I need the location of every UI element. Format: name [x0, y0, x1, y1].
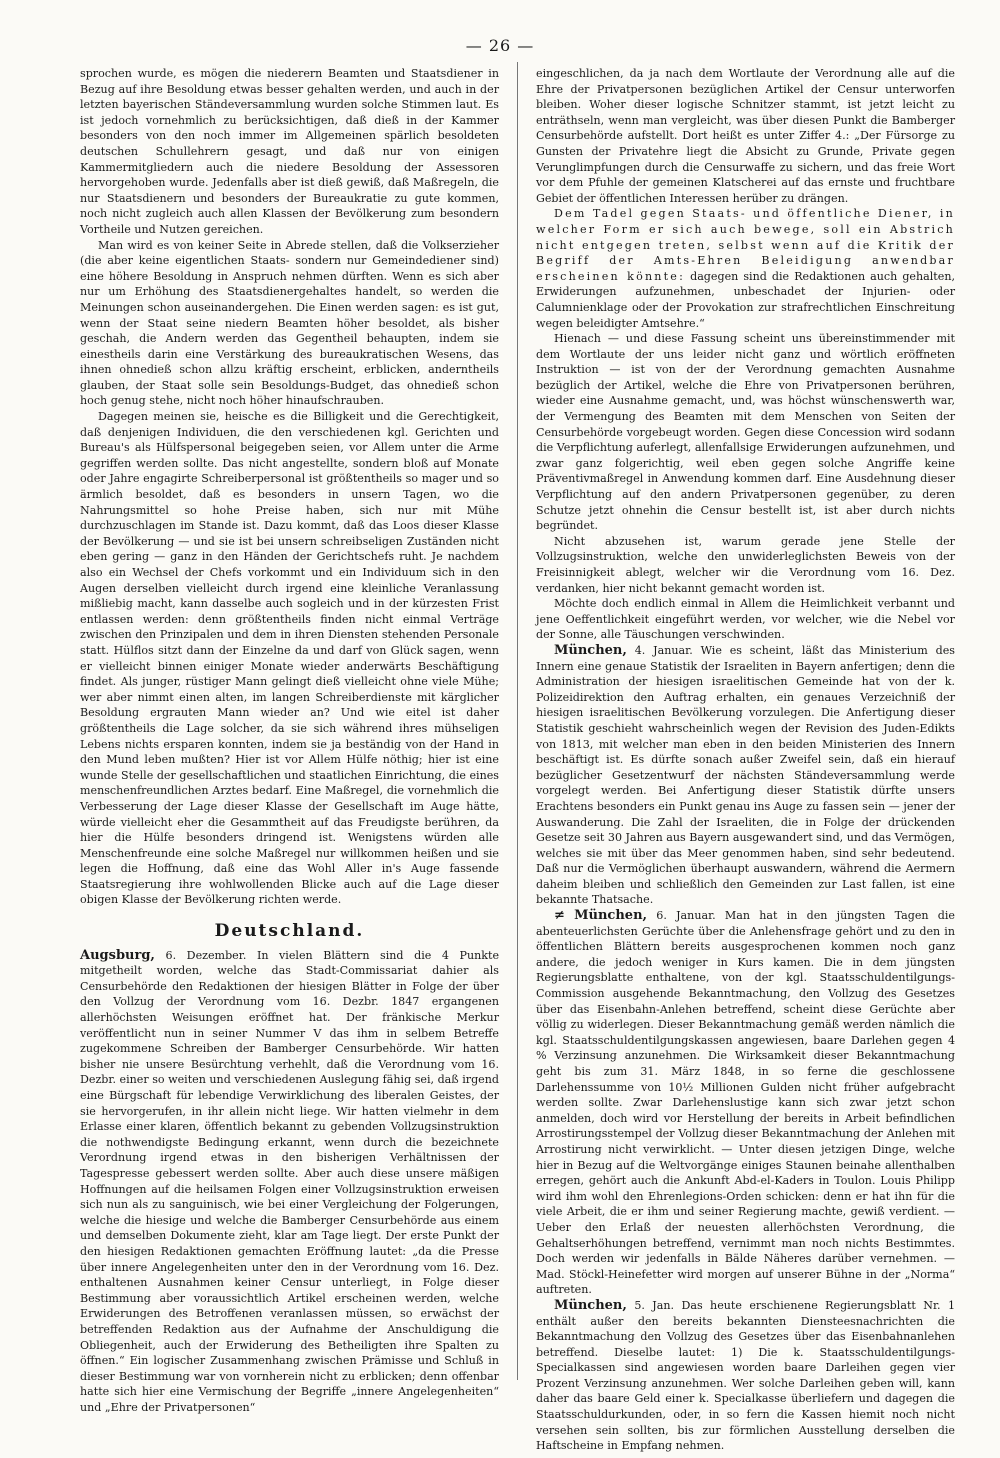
dateline-place: München,: [574, 908, 648, 924]
dateline-place: München,: [554, 642, 627, 658]
page-number: — 26 —: [465, 36, 535, 55]
paragraph: Möchte doch endlich einmal in Allem die Heimlichkeit verbannt und jene Oeffentlichkeit eingeführt werden, vor welcher, wie die Nebel vor der Sonne, alle Täuschungen verschwinden.: [536, 597, 955, 642]
spaced-text: Dem Tadel gegen Staats- und öffentliche Diener, in welcher Form er sich auch bewege, soll ein Abstrich nicht entgegen treten, selbst wenn auf die Kritik der Begriff der Amts-Ehren Beleidigung anwendbar erscheinen könnte:: [536, 207, 955, 283]
article-text: Man hat in den jüngsten Tagen die abenteuerlichsten Gerüchte über die Anlehensfrage gehört und zu den in öffentlichen Blättern bereits ausgesprochenen kommen noch ganz andere, die jedoch weniger in Kurs kamen. Die in dem jüngsten Regierungsblatte enthaltene, von der kgl. Staatsschuldentilgungs-Commission ausgehende Bekanntmachung, den Vollzug des Gesetzes über das Eisenbahn-Anlehen betreffend, scheint diese Gerüchte aber völlig zu widerlegen. Dieser Bekanntmachung gemäß werden nämlich die kgl. Staatsschuldentilgungskassen angewiesen, baare Darlehen gegen 4 % Verzinsung anzunehmen. Die Wirksamkeit dieser Bekanntmachung geht bis zum 31. März 1848, in so ferne die geschlossene Darlehenssumme von 10½ Millionen Gulden nicht früher aufgebracht werden sollte. Zwar Darlehenslustige kann sich zwar jetzt schon anmelden, doch wird vor Herstellung der bereits in Arbeit befindlichen Arrostirungsstempel der Vollzug dieser Bekanntmachung der Anlehen mit Arrostirung nicht verwirklicht. — Unter diesen jetzigen Dinge, welche hier in Bezug auf die Weltvorgänge einiges Staunen beinahe allenthalben erregen, gehört auch die Ankunft Abd-el-Kaders in Toulon. Louis Philipp wird ihm wohl den Ehrenlegions-Orden schicken: denn er hat ihn für die viele Arbeit, die er ihm und seiner Regierung machte, gewiß verdient. — Ueber den Erlaß der neuesten allerhöchsten Verordnung, die Gehaltserhöhungen betreffend, vernimmt man noch nichts Bestimmtes. Doch werden wir jedenfalls in Bälde Näheres darüber vernehmen. — Mad. Stöckl-Heinefetter wird morgen auf unserer Bühne in der „Norma“ auftreten.: [536, 909, 955, 1297]
right-column: [536, 66, 955, 1454]
article-text: Das heute erschienene Regierungsblatt Nr. 1 enthält außer den bereits bekannten Diensteesnachrichten die Bekanntmachung den Vollzug des Gesetzes über das Eisenbahnanlehen betreffend. Dieselbe lautet: 1) Die k. Staatsschuldentilgungs-Specialkassen sind angewiesen worden baare Darleihen gegen vier Prozent Verzinsung anzunehmen. Wer solche Darleihen geben will, kann daher das baare Geld einer k. Specialkasse überliefern und dagegen die Staatsschuldurkunden, oder, in so fern die Kassen hiemit noch nicht versehen sein sollten, bis zur förmlichen Ausstellung derselben die Haftscheine in Empfang nehmen.: [536, 1298, 956, 1453]
dateline-place: Augsburg,: [80, 947, 155, 963]
left-column: [80, 66, 499, 1415]
quoted-text: dagegen sind die Redaktionen auch gehalten, Erwiderungen aufzunehmen, unbeschadet der Injurien- oder Calumnienklage oder der Provokation zur strafrechtlichen Einschreitung wegen beleidigter Amtsehre.“: [536, 269, 956, 330]
article-muenchen-2: [536, 908, 955, 1298]
dateline-date: 6. Januar.: [656, 909, 716, 923]
article-muenchen-1: [536, 643, 955, 908]
dateline-date: 5. Jan.: [634, 1298, 675, 1312]
article-augsburg: [80, 948, 499, 1416]
paragraph: sprochen wurde, es mögen die niederern Beamten und Staatsdiener in Bezug auf ihre Besoldung etwas besser gehalten werden, und auch in der letzten bayerischen Ständeversammlung wurden solche Stimmen laut. Es ist jedoch vornehmlich zu berücksichtigen, daß dieß in der Kammer besonders von den noch immer im Allgemeinen spärlich besoldeten deutschen Schullehrern gesagt, und daß nur von einigen Kammermitgliedern auch die niedere Besoldung der Assessoren hervorgehoben wurde. Jedenfalls aber ist dieß gewiß, daß Maßregeln, die nur Staatsdienern und besonders der Bureaukratie zu gute kommen, noch nicht zugleich auch allen Klassen der Bevölkerung zum besondern Vortheile und Nutzen gereichen.: [80, 67, 499, 236]
article-text: Wie es scheint, läßt das Ministerium des Innern eine genaue Statistik der Israeliten in Bayern anfertigen; denn die Administration der hiesigen israelitischen Gemeinde hat von der k. Polizeidirektion den Auftrag erhalten, ein genaues Verzeichniß der hiesigen israelitischen Bevölkerung vorzulegen. Die Anfertigung dieser Statistik geschieht wahrscheinlich wegen der Revision des Juden-Edikts von 1813, mit welcher man eben in den beiden Ministerien des Innern beschäftigt ist. Es dürfte sonach außer Zweifel sein, daß ein hierauf bezüglicher Gesetzentwurf der nächsten Ständeversammlung werde vorgelegt werden. Bei Anfertigung dieser Statistik dürfte unsers Erachtens besonders ein Punkt genau ins Auge zu fassen sein — jener der Auswanderung. Die Zahl der Israeliten, die in Folge der drückenden Gesetze seit 30 Jahren aus Bayern ausgewandert sind, und das Vermögen, welches sie mit über das Meer genommen haben, sind sehr bedeutend. Daß nur die Vermöglichen überhaupt auswandern, während die Aermern daheim bleiben und schließlich den Gemeinden zur Last fallen, ist eine bekannte Thatsache.: [536, 643, 955, 907]
paragraph: Dagegen meinen sie, heische es die Billigkeit und die Gerechtigkeit, daß denjenigen Individuen, die den verschiedenen kgl. Gerichten und Bureau's als Hülfspersonal beigegeben seien, vor Allem unter die Arme gegriffen werden sollte. Das nicht angestellte, sondern bloß auf Monate oder Jahre engagirte Schreiberpersonal ist größtentheils so mager und so ärmlich besoldet, daß es besonders in unsern Tagen, wo die Nahrungsmittel so hohe Preise haben, sich nur mit Mühe durchzuschlagen im Stande ist. Dazu kommt, daß das Loos dieser Klasse der Bevölkerung — und sie ist bei unsern schreibseligen Zuständen nicht eben gering — ganz in den Händen der Gerichtschefs ruht. Je nachdem also ein Wechsel der Chefs vorkommt und ein Individuum sich in den Augen derselben vielleicht durch irgend eine kleinliche Veranlassung mißliebig macht, kann dasselbe auch sogleich und in der kürzesten Frist entlassen werden: denn größtentheils finden nicht einmal Verträge zwischen den Prinzipalen und dem in ihren Diensten stehenden Personale statt. Hülflos sitzt dann der Einzelne da und darf von Glück sagen, wenn er vielleicht binnen einiger Monate wieder anderwärts Beschäftigung findet. Als junger, rüstiger Mann gelingt dieß vielleicht ohne viele Mühe; wer aber nimmt einen alten, im langen Schreiberdienste mit kärglicher Besoldung ergrauten Mann wieder an? Und wie eitel ist daher größtentheils die Lage solcher, da sie sich während ihres mühseligen Lebens nichts ersparen konnten, indem sie ja beständig von der Hand in den Mund leben mußten? Hier ist vor Allem Hülfe nöthig; hier ist eine wunde Stelle der gesellschaftlichen und staatlichen Einrichtung, die eines menschenfreundlichen Arztes bedarf. Eine Maßregel, die vornehmlich die Verbesserung der Lage dieser Klasse der Gesellschaft im Auge hätte, würde vielleicht eher die Gesammtheit auf das Freudigste berühren, da hier die Hülfe besonders dringend ist. Wenigstens würden alle Menschenfreunde eine solche Maßregel nur willkommen heißen und sie legen die Hoffnung, daß eine das Wohl Aller in's Auge fassende Staatsregierung ihre wohlwollenden Blicke auch auf die Lage dieser obigen Klasse der Bevölkerung richten werde.: [80, 410, 499, 907]
paragraph: Hienach — und diese Fassung scheint uns übereinstimmender mit dem Wortlaute der uns leider nicht ganz und wörtlich eröffneten Instruktion — ist von der der Verordnung gemachten Ausnahme bezüglich der Artikel, welche die Ehre von Privatpersonen berühren, wieder eine Ausnahme gemacht, und, was höchst wünschenswerth war, der Vermengung des Beamten mit dem Menschen von Seiten der Censurbehörde vorgebeugt worden. Gegen diese Concession wird sodann die Verpflichtung auferlegt, allenfallsige Erwiderungen aufzunehmen, und zwar ganz folgerichtig, weil eben gegen solche Angriffe keine Präventivmaßregel in Anwendung kommen darf. Eine Ausdehnung dieser Verpflichtung auf den andern Privatpersonen gegenüber, zu deren Schutze jetzt ohnehin die Censur bestellt ist, ist aber durch nichts begründet.: [536, 332, 955, 533]
article-text: In vielen Blättern sind die 4 Punkte mitgetheilt worden, welche das Stadt-Commissariat dahier als Censurbehörde den Redaktionen der hiesigen Blätter in Folge der über den Vollzug der Verordnung vom 16. Dezbr. 1847 ergangenen allerhöchsten Weisungen eröffnet hat. Der fränkische Merkur veröffentlicht nun in seiner Nummer V das ihm in selbem Betreffe zugekommene Schreiben der Bamberger Censurbehörde. Wir hatten bisher nie unsere Besürchtung verhehlt, daß die Verordnung vom 16. Dezbr. einer so weiten und verschiedenen Auslegung fähig sei, daß irgend eine Bürgschaft für lebendige Verwirklichung des liberalen Geistes, der sie hervorgerufen, in ihr allein nicht liege. Wir hatten vielmehr in dem Erlasse einer klaren, öffentlich bekannt zu gebenden Vollzugsinstruktion die nothwendigste Bedingung erkannt, wenn durch die bezeichnete Verordnung irgend etwas in den bisherigen Verhältnissen der Tagespresse gebessert werden sollte. Aber auch diese unsere mäßigen Hoffnungen auf die heilsamen Folgen einer Vollzugsinstruktion erweisen sich nun als zu sanguinisch, wie bei einer Vergleichung der Folgerungen, welche die hiesige und welche die Bamberger Censurbehörde aus einem und demselben Dokumente zieht, klar am Tage liegt. Der erste Punkt der den hiesigen Redaktionen gemachten Eröffnung lautet: „da die Presse über innere Angelegenheiten unter den in der Verordnung vom 16. Dez. enthaltenen Ausnahmen keiner Censur unterliegt, in Folge dieser Bestimmung aber voraussichtlich Artikel erscheinen werden, welche Erwiderungen des Betroffenen veranlassen müssen, so erwächst der betreffenden Redaktion aus der Aufnahme der Anschuldigung die Obliegenheit, auch der Erwiderung des Betheiligten ihre Spalten zu öffnen.“ Ein logischer Zusammenhang zwischen Prämisse und Schluß in dieser Bestimmung war von vornherein nicht zu erblicken; denn offenbar hatte sich hier eine Vermischung der Begriffe „innere Angelegenheiten“ und „Ehre der Privatpersonen“: [80, 948, 500, 1414]
section-heading: Deutschland.: [214, 921, 365, 942]
dateline-place: München,: [554, 1297, 627, 1313]
paragraph: Man wird es von keiner Seite in Abrede stellen, daß die Volkserzieher (die aber keine eigentlichen Staats- sondern nur Gemeindediener sind) eine höhere Besoldung in Anspruch nehmen dürften. Wenn es sich aber nur um Erhöhung des Staatsdienergehaltes handelt, so werden die Meinungen schon auseinandergehen. Die Einen werden sagen: es ist gut, wenn der Staat seine niedern Beamten höher besoldet, als bisher geschah, die Andern werden das Gegentheil behaupten, indem sie einestheils darin eine Verstärkung des bureaukratischen Wesens, das ihnen ohnedieß schon allzu kräftig erscheint, erblicken, anderntheils glauben, der Staat solle sein Besoldungs-Budget, das ohnedieß schon hoch genug stehe, nicht noch höher hinaufschrauben.: [80, 238, 499, 408]
correspondent-mark: ≠: [554, 908, 565, 924]
article-muenchen-3: [536, 1298, 955, 1454]
quoted-paragraph: [536, 206, 955, 331]
paragraph: Nicht abzusehen ist, warum gerade jene Stelle der Vollzugsinstruktion, welche den unwiderleglichsten Beweis von der Freisinnigkeit ablegt, welcher wir die Verordnung vom 16. Dez. verdanken, hier nicht bekannt gemacht worden ist.: [536, 534, 955, 595]
dateline-date: 4. Januar.: [634, 643, 693, 657]
column-divider: [517, 62, 518, 1380]
paragraph: eingeschlichen, da ja nach dem Wortlaute der Verordnung alle auf die Ehre der Privatpersonen bezüglichen Artikel der Censur unterworfen bleiben. Woher dieser logische Schnitzer stammt, ist jetzt leicht zu enträthseln, wenn man vergleicht, was über diesen Punkt die Bamberger Censurbehörde aufstellt. Dort heißt es unter Ziffer 4.: „Der Fürsorge zu Gunsten der Privatehre liegt die Absicht zu Grunde, Private gegen Verunglimpfungen durch die Censurwaffe zu sichern, und das freie Wort vor dem Pfuhle der gemeinen Klatscherei auf das ernste und fruchtbare Gebiet der öffentlichen Interessen herüber zu drängen.: [536, 67, 955, 205]
dateline-date: 6. Dezember.: [165, 948, 247, 962]
